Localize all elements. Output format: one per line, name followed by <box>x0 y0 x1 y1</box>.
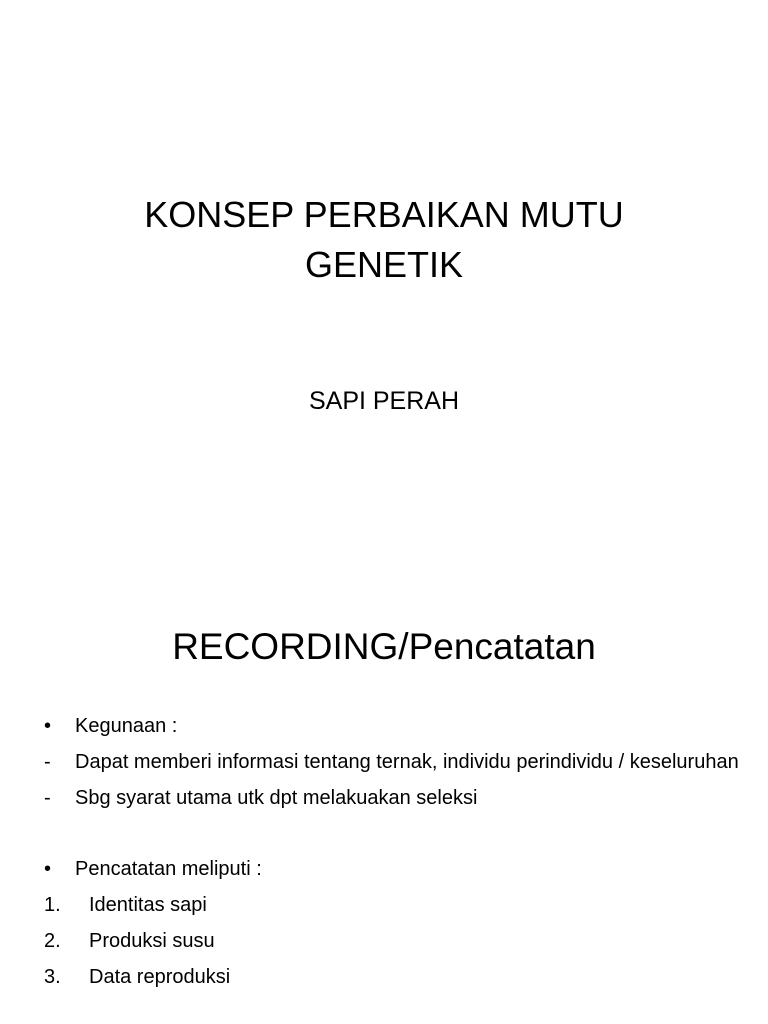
title-line-2: GENETIK <box>304 244 464 285</box>
list-item-text: Sbg syarat utama utk dpt melakuakan seleksi <box>75 787 478 809</box>
numbered-item-text: Data reproduksi <box>89 966 231 988</box>
slide-title-heading <box>0 190 768 290</box>
slide-subtitle: SAPI PERAH <box>308 387 460 415</box>
title-line-1: KONSEP PERBAIKAN MUTU <box>144 194 624 235</box>
numbered-item-text: Identitas sapi <box>89 894 207 916</box>
spacer <box>40 820 740 855</box>
slide-recording <box>0 576 768 1024</box>
bullet-text: Kegunaan : <box>75 715 178 737</box>
list-item <box>40 748 740 776</box>
bullet-text: Pencatatan meliputi : <box>75 858 262 880</box>
recording-title: RECORDING/Pencatatan <box>172 626 596 667</box>
bullet-marker: • <box>44 715 52 737</box>
dash-marker: - <box>44 751 51 773</box>
bullet-pencatatan <box>40 855 740 883</box>
numbered-item <box>40 891 740 919</box>
numbered-item <box>40 963 740 991</box>
numbered-item <box>40 927 740 955</box>
numbered-item-text: Produksi susu <box>89 930 215 952</box>
list-item <box>40 784 740 812</box>
list-item-text: Dapat memberi informasi tentang ternak, individu perindividu / keseluruhan <box>75 751 739 773</box>
number-marker: 1. <box>44 894 61 916</box>
slide-body <box>40 712 740 999</box>
bullet-marker: • <box>44 858 52 880</box>
number-marker: 3. <box>44 966 61 988</box>
dash-marker: - <box>44 787 51 809</box>
bullet-kegunaan <box>40 712 740 740</box>
number-marker: 2. <box>44 930 61 952</box>
